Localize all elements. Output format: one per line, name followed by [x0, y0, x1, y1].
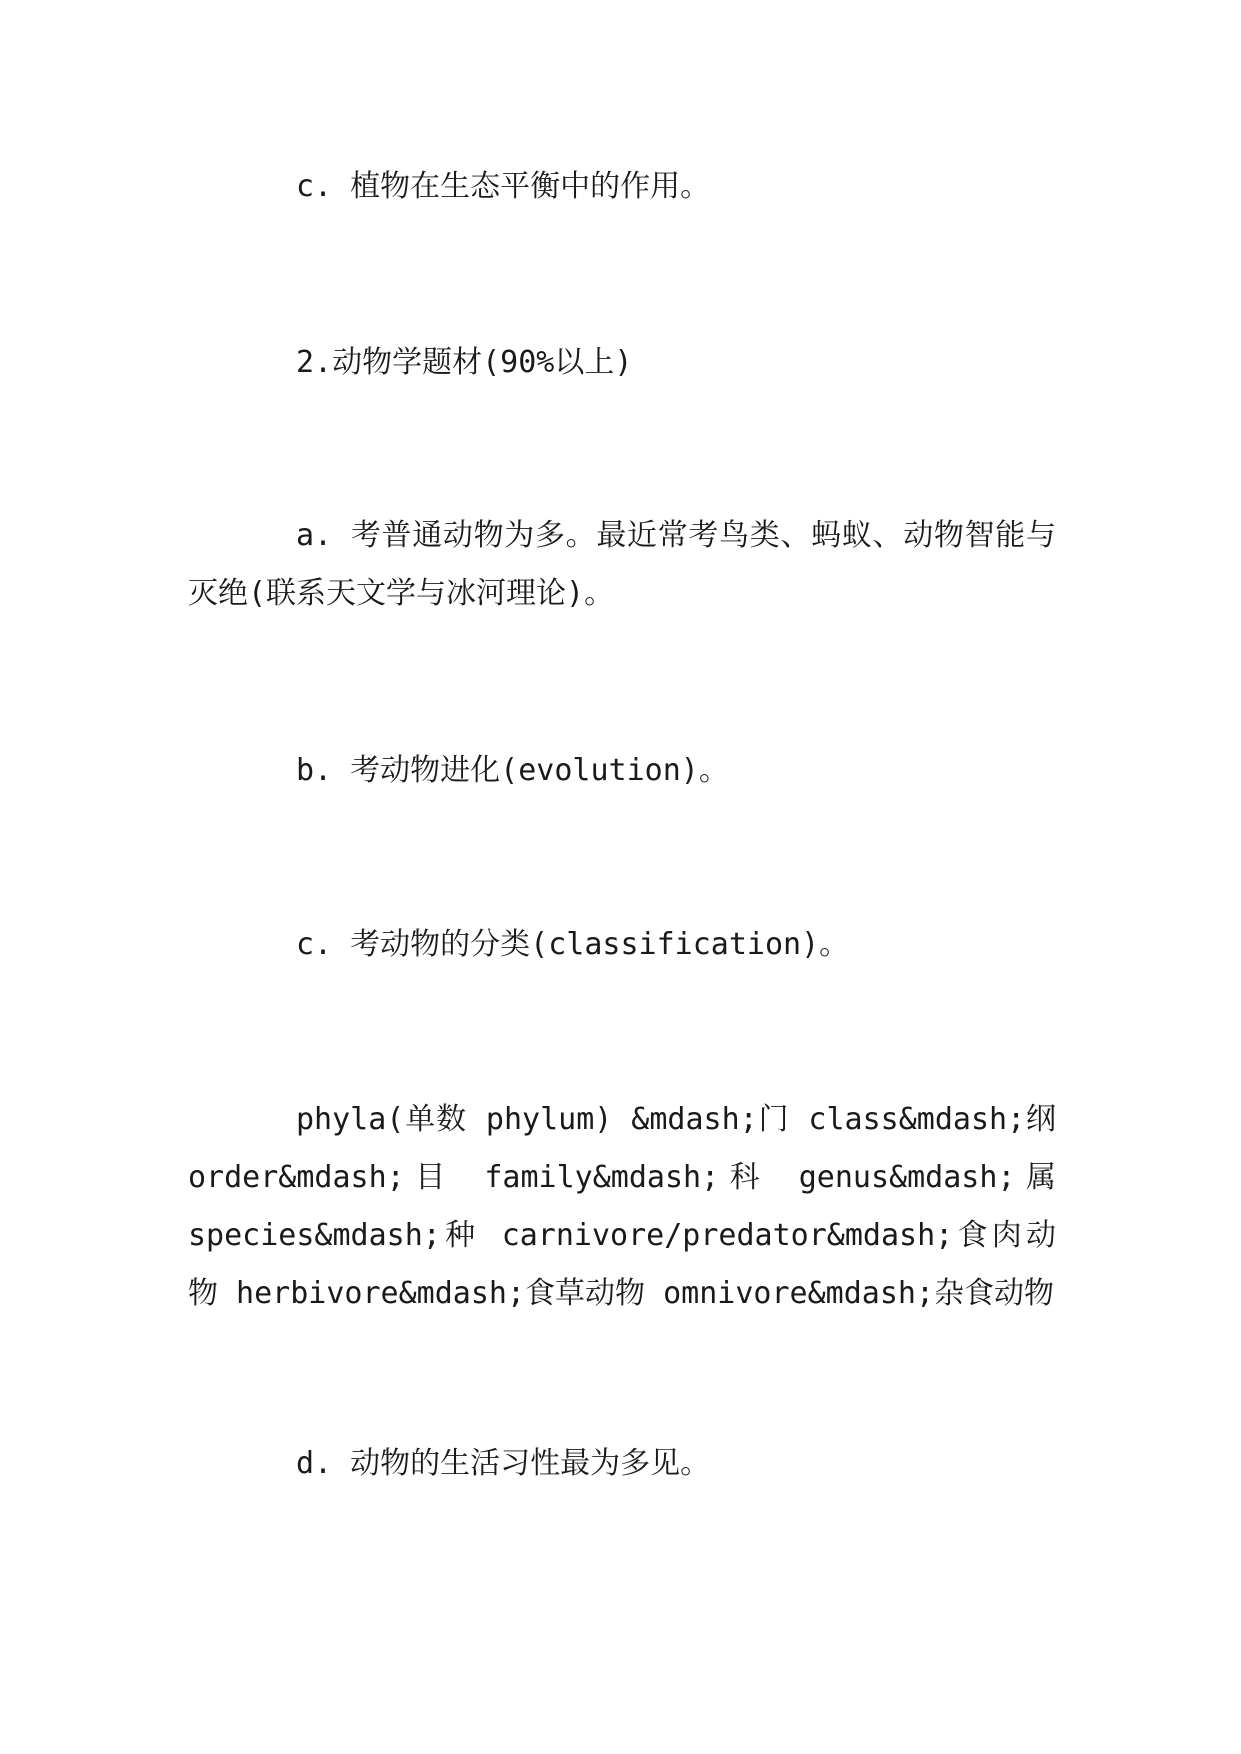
paragraph-animal-habits: d. 动物的生活习性最为多见。	[296, 1446, 711, 1481]
paragraph-zoology-heading: 2.动物学题材(90%以上)	[296, 345, 633, 380]
paragraph-taxonomy-terms: phyla(单数 phylum) &mdash;门 class&mdash;纲 order&mdash;目 family&mdash;科 genus&mdash;属 species&mdash;种 carnivore/predator&mdash;食肉动物 herbivore&mdash;食草动物 omnivore&mdash;杂食动物	[188, 1102, 1056, 1311]
paragraph-evolution: b. 考动物进化(evolution)。	[296, 753, 729, 788]
paragraph-classification: c. 考动物的分类(classification)。	[296, 927, 850, 962]
paragraph-plant-ecology: c. 植物在生态平衡中的作用。	[296, 169, 711, 204]
paragraph-common-animals: a. 考普通动物为多。最近常考鸟类、蚂蚁、动物智能与灭绝(联系天文学与冰河理论)。	[188, 518, 1056, 611]
